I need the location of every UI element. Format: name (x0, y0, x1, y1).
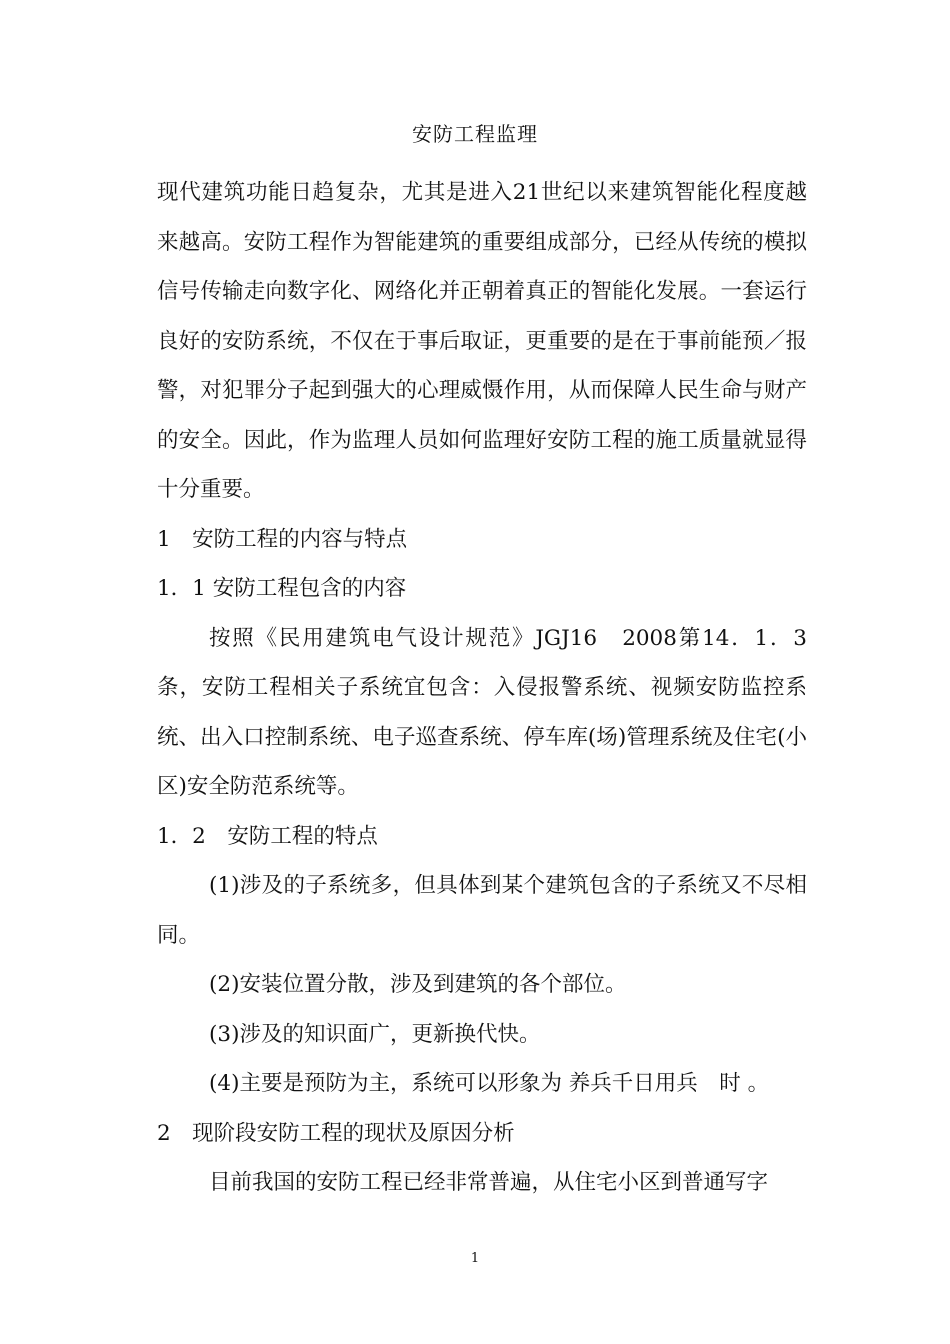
feature-item-1: (1)涉及的子系统多，但具体到某个建筑包含的子系统又不尽相同。 (157, 873, 807, 948)
section-1-1-heading: 1．1 安防工程包含的内容 (157, 576, 407, 601)
feature-item-3: (3)涉及的知识面广，更新换代快。 (209, 1021, 541, 1047)
page-number: 1 (470, 1251, 480, 1266)
document-body (157, 168, 807, 1208)
section-2-heading: 2 现阶段安防工程的现状及原因分析 (157, 1120, 515, 1146)
section-1-1-paragraph: 按照《民用建筑电气设计规范》JGJ16 2008第14．1．3条，安防工程相关子系统宜包含：入侵报警系统、视频安防监控系统、出入口控制系统、电子巡查系统、停车库(场)管理系统及住宅(小区)安全防范系统等。 (157, 625, 807, 799)
section-1-2-heading: 1．2 安防工程的特点 (157, 823, 378, 849)
feature-item-4: (4)主要是预防为主，系统可以形象为 养兵千日用兵 时 。 (209, 1071, 770, 1096)
feature-item-2: (2)安装位置分散，涉及到建筑的各个部位。 (209, 972, 627, 997)
intro-paragraph: 现代建筑功能日趋复杂，尤其是进入21世纪以来建筑智能化程度越来越高。安防工程作为智能建筑的重要组成部分，已经从传统的模拟信号传输走向数字化、网络化并正朝着真正的智能化发展。一套运行良好的安防系统，不仅在于事后取证，更重要的是在于事前能预／报警，对犯罪分子起到强大的心理威慑作用，从而保障人民生命与财产的安全。因此，作为监理人员如何监理好安防工程的施工质量就显得十分重要。 (157, 180, 807, 502)
section-2-paragraph: 目前我国的安防工程已经非常普遍，从住宅小区到普通写字 (209, 1170, 769, 1195)
section-1-heading: 1 安防工程的内容与特点 (157, 526, 408, 552)
document-title: 安防工程监理 (412, 122, 538, 146)
